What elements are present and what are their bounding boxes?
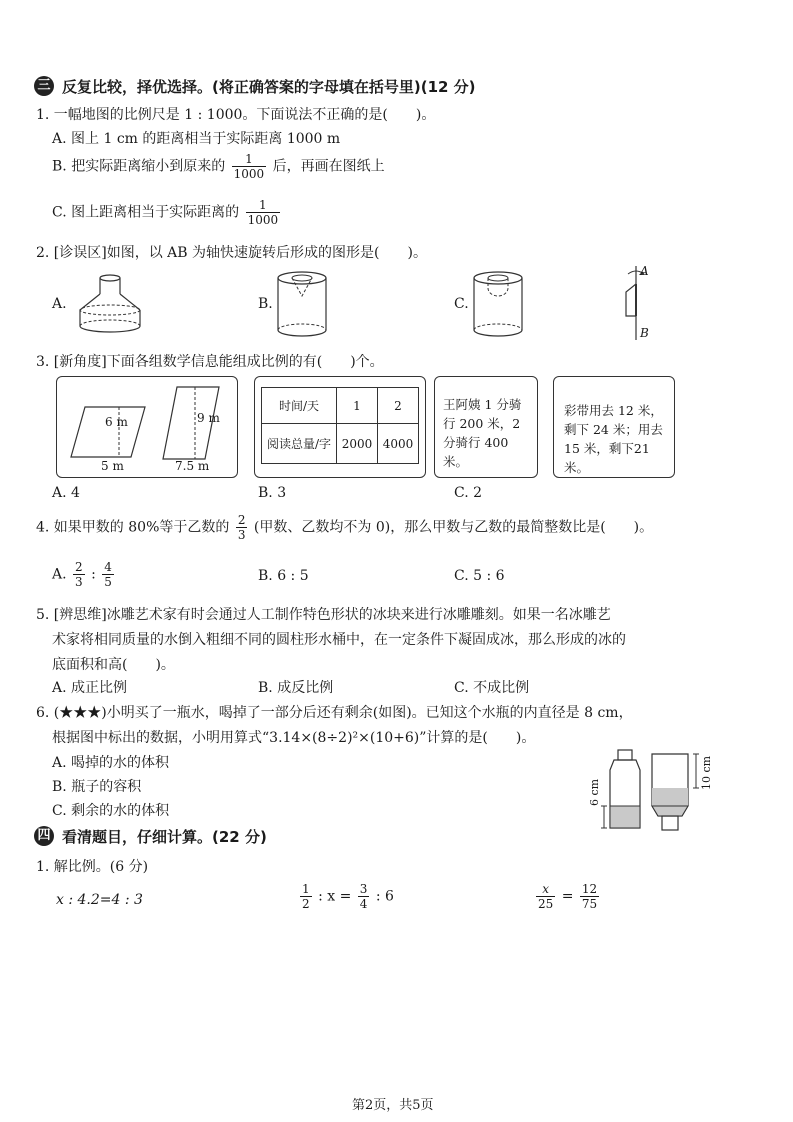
fraction-denominator: 2 — [302, 897, 310, 911]
table-cell: 阅读总量/字 — [262, 424, 337, 464]
fraction — [102, 560, 114, 589]
axis-label-a: A — [640, 264, 649, 278]
question-5-line-2: 术家将相同质量的水倒入粗细不同的圆柱形水桶中，在一定条件下凝固成冰，那么形成的冰的 — [52, 632, 626, 648]
question-4-text: 4. 如果甲数的 80%等于乙数的 — [36, 519, 230, 536]
question-4-option-c: C. 5 : 6 — [454, 568, 505, 584]
info-box-reading-table — [254, 376, 426, 478]
fraction-numerator: 1 — [246, 198, 281, 213]
option-c-text: C. 图上距离相当于实际距离的 — [52, 204, 240, 221]
table-header: 2 — [378, 388, 419, 424]
table-cell: 2000 — [337, 424, 378, 464]
info-box-ribbon — [553, 376, 675, 478]
table-header: 1 — [337, 388, 378, 424]
fraction-numerator: 4 — [104, 560, 112, 574]
fraction — [246, 198, 281, 227]
question-6-option-b: B. 瓶子的容积 — [52, 779, 142, 795]
question-6-line-1: 6. (★★★)小明买了一瓶水，喝掉了一部分后还有剩余(如图)。已知这个水瓶的内直径是 8 cm， — [36, 705, 633, 721]
equation-2-end: : 6 — [375, 888, 394, 905]
equation-2 — [298, 882, 394, 911]
section-title: 反复比较，择优选择。(将正确答案的字母填在括号里)(12 分) — [62, 78, 476, 96]
question-1-option-a: A. 图上 1 cm 的距离相当于实际距离 1000 m — [52, 131, 341, 147]
info-box-parallelograms — [56, 376, 238, 478]
question-3-option-b: B. 3 — [258, 485, 287, 501]
question-1-stem: 1. 一幅地图的比例尺是 1 : 1000。下面说法不正确的是( )。 — [36, 107, 436, 123]
page-number: 第2页，共5页 — [352, 1098, 434, 1113]
fraction-denominator: 25 — [538, 897, 554, 911]
question-5-option-a: A. 成正比例 — [52, 680, 128, 696]
subsection-1-stem: 1. 解比例。(6 分) — [36, 859, 149, 875]
section-badge: 三 — [34, 76, 54, 96]
fraction — [536, 882, 555, 911]
solid-figure-a-icon — [70, 268, 150, 338]
question-4-text-end: (甲数、乙数均不为 0)，那么甲数与乙数的最简整数比是( )。 — [253, 519, 654, 536]
question-6-option-c: C. 剩余的水的体积 — [52, 803, 170, 819]
fraction-numerator: 1 — [302, 882, 310, 896]
question-3-option-c: C. 2 — [454, 485, 483, 501]
question-3-option-a: A. 4 — [52, 485, 80, 501]
fraction-denominator: 3 — [75, 575, 83, 589]
fraction — [358, 882, 370, 911]
cycling-text: 王阿姨 1 分骑行 200 米，2 分骑行 400 米。 — [443, 397, 522, 469]
reading-table — [261, 387, 419, 464]
ratio-colon: : — [91, 566, 96, 583]
parallelogram-2-base: 7.5 m — [175, 459, 210, 473]
table-header: 时间/天 — [262, 388, 337, 424]
question-1-option-c — [52, 198, 282, 227]
parallelograms-icon — [57, 377, 237, 477]
solid-figure-c-icon — [468, 268, 528, 340]
fraction-denominator: 75 — [581, 897, 598, 911]
fraction-denominator: 3 — [237, 528, 246, 542]
fraction-numerator: 12 — [581, 882, 598, 896]
fraction — [580, 882, 599, 911]
fraction-denominator: 1000 — [247, 213, 279, 227]
equals-sign: = — [561, 888, 574, 905]
option-b-text: B. 把实际距离缩小到原来的 — [52, 158, 226, 175]
fraction-numerator: 3 — [359, 882, 368, 896]
parallelogram-2-height: 9 m — [197, 411, 220, 425]
parallelogram-1-height: 6 m — [105, 415, 128, 429]
question-2-option-a: A. — [52, 296, 67, 312]
question-3-stem: 3. [新角度]下面各组数学信息能组成比例的有( )个。 — [36, 354, 384, 370]
option-b-text-end: 后，再画在图纸上 — [272, 158, 385, 175]
table-cell: 4000 — [378, 424, 419, 464]
fraction — [300, 882, 312, 911]
fraction — [73, 560, 85, 589]
axis-label-b: B — [640, 326, 649, 340]
ribbon-text: 彩带用去 12 米，剩下 24 米；用去 15 米，剩下21 米。 — [564, 403, 663, 475]
info-box-cycling — [434, 376, 538, 478]
fraction-denominator: 1000 — [233, 167, 265, 181]
question-5-option-b: B. 成反比例 — [258, 680, 334, 696]
fraction-numerator: 2 — [75, 560, 83, 574]
question-5-option-c: C. 不成比例 — [454, 680, 530, 696]
question-6-line-2: 根据图中标出的数据，小明用算式“3.14×(8÷2)²×(10+6)”计算的是( )。 — [52, 730, 536, 746]
equation-3 — [534, 882, 601, 911]
question-1-option-b — [52, 152, 385, 181]
question-2-option-b: B. — [258, 296, 273, 312]
question-5-line-1: 5. [辨思维]冰雕艺术家有时会通过人工制作特色形状的冰块来进行冰雕雕刻。如果一名冰雕艺 — [36, 607, 611, 623]
rotation-shape-icon — [606, 262, 666, 344]
dimension-label-6cm: 6 cm — [588, 778, 601, 806]
question-5-line-3: 底面积和高( )。 — [52, 657, 175, 673]
fraction-denominator: 5 — [104, 575, 112, 589]
section-title: 看清题目，仔细计算。(22 分) — [62, 828, 267, 846]
fraction — [236, 513, 248, 542]
fraction-numerator: 2 — [237, 513, 246, 527]
question-4-stem — [36, 513, 653, 542]
question-2-stem: 2. [诊误区]如图，以 AB 为轴快速旋转后形成的图形是( )。 — [36, 245, 427, 261]
fraction-numerator: 1 — [232, 152, 267, 167]
dimension-label-10cm: 10 cm — [700, 755, 713, 790]
fraction-denominator: 4 — [359, 897, 368, 911]
question-2-option-c: C. — [454, 296, 469, 312]
fraction-numerator: x — [536, 882, 555, 897]
section-badge: 四 — [34, 826, 54, 846]
equation-1: x : 4.2=4 : 3 — [56, 892, 143, 908]
option-label: A. — [52, 566, 67, 583]
question-4-option-a — [52, 560, 116, 589]
parallelogram-1-base: 5 m — [101, 459, 124, 473]
question-6-option-a: A. 喝掉的水的体积 — [52, 755, 170, 771]
question-4-option-b: B. 6 : 5 — [258, 568, 309, 584]
equation-2-middle: : x = — [318, 888, 352, 905]
solid-figure-b-icon — [272, 268, 332, 340]
fraction — [232, 152, 267, 181]
